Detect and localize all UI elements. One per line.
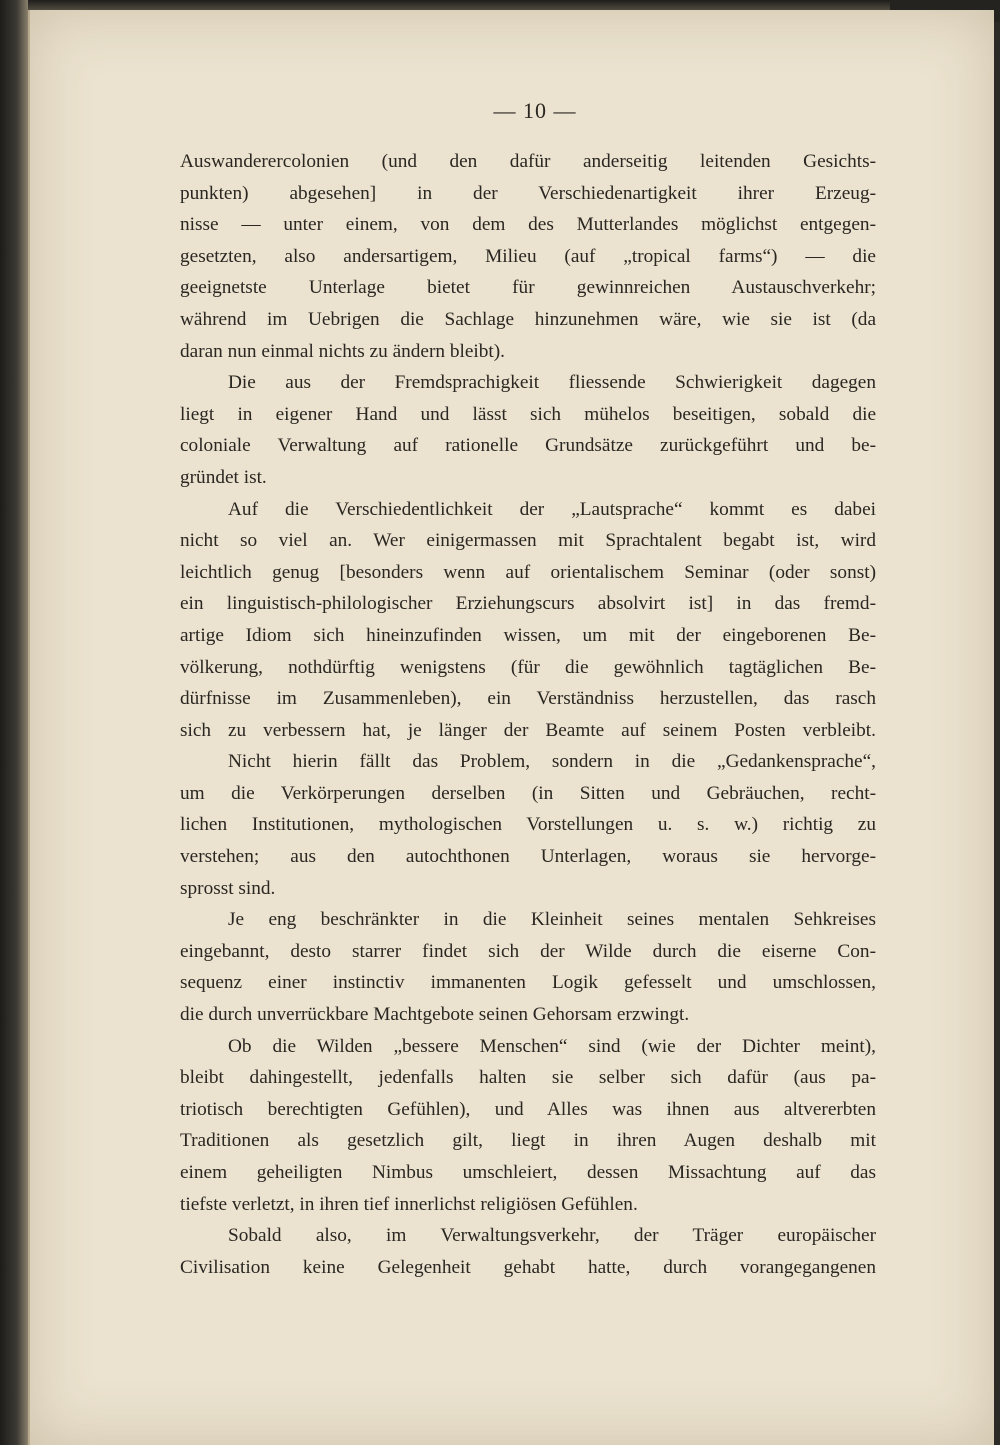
body-text <box>180 146 876 1283</box>
text-line: coloniale Verwaltung auf rationelle Grundsätze zurückgeführt und be- <box>180 435 876 457</box>
text-line: Civilisation keine Gelegenheit gehabt hatte, durch vorangegangenen <box>180 1256 876 1278</box>
page-number: — 10 — <box>493 98 577 123</box>
text-line: punkten) abgesehen] in der Verschiedenartigkeit ihrer Erzeug- <box>180 182 876 204</box>
text-line: während im Uebrigen die Sachlage hinzunehmen wäre, wie sie ist (da <box>180 308 876 330</box>
text-line: artige Idiom sich hineinzufinden wissen, um mit der eingeborenen Be- <box>180 624 876 646</box>
text-line: Traditionen als gesetzlich gilt, liegt in ihren Augen deshalb mit <box>180 1130 876 1152</box>
text-line: tiefste verletzt, in ihren tief innerlichst religiösen Gefühlen. <box>180 1193 638 1215</box>
text-line: bleibt dahingestellt, jedenfalls halten sie selber sich dafür (aus pa- <box>180 1067 876 1089</box>
text-line: dürfnisse im Zusammenleben), ein Verständniss herzustellen, das rasch <box>180 688 876 710</box>
text-line: liegt in eigener Hand und lässt sich mühelos beseitigen, sobald die <box>180 403 876 425</box>
text-line: eingebannt, desto starrer findet sich der Wilde durch die eiserne Con- <box>180 940 876 962</box>
text-line: leichtlich genug [besonders wenn auf orientalischem Seminar (oder sonst) <box>180 561 876 583</box>
text-line: gründet ist. <box>180 466 267 488</box>
text-line: ein linguistisch-philologischer Erziehungscurs absolvirt ist] in das fremd- <box>180 593 876 615</box>
text-line: sich zu verbessern hat, je länger der Beamte auf seinem Posten verbleibt. <box>180 719 876 741</box>
text-line: triotisch berechtigten Gefühlen), und Alles was ihnen aus altvererbten <box>180 1098 876 1120</box>
text-line: Die aus der Fremdsprachigkeit fliessende Schwierigkeit dagegen <box>228 372 876 394</box>
text-line: Auf die Verschiedentlichkeit der „Lautsprache“ kommt es dabei <box>228 498 876 520</box>
text-line: geeignetste Unterlage bietet für gewinnreichen Austauschverkehr; <box>180 277 876 299</box>
text-line: gesetzten, also andersartigem, Milieu (auf „tropical farms“) — die <box>180 245 876 267</box>
book-spine <box>0 0 28 1445</box>
text-line: Auswanderercolonien (und den dafür anderseitig leitenden Gesichts- <box>180 151 876 172</box>
text-line: nisse — unter einem, von dem des Mutterlandes möglichst entgegen- <box>180 214 876 236</box>
text-line: nicht so viel an. Wer einigermassen mit Sprachtalent begabt ist, wird <box>180 530 876 552</box>
text-line: um die Verkörperungen derselben (in Sitten und Gebräuchen, recht- <box>180 782 876 804</box>
text-line: die durch unverrückbare Machtgebote seinen Gehorsam erzwingt. <box>180 1004 690 1026</box>
text-line: sprosst sind. <box>180 877 276 899</box>
text-line: daran nun einmal nichts zu ändern bleibt). <box>180 340 505 362</box>
text-line: einem geheiligten Nimbus umschleiert, dessen Missachtung auf das <box>180 1162 876 1183</box>
text-line: Nicht hierin fällt das Problem, sondern in die „Gedankensprache“, <box>228 751 876 773</box>
text-line: sequenz einer instinctiv immanenten Logik gefesselt und umschlossen, <box>180 972 876 994</box>
text-line: verstehen; aus den autochthonen Unterlagen, woraus sie hervorge- <box>180 846 876 868</box>
text-line: Ob die Wilden „bessere Menschen“ sind (wie der Dichter meint), <box>228 1035 876 1057</box>
text-line: völkerung, nothdürftig wenigstens (für die gewöhnlich tagtäglichen Be- <box>180 656 876 678</box>
text-line: lichen Institutionen, mythologischen Vorstellungen u. s. w.) richtig zu <box>180 814 876 836</box>
text-line: Je eng beschränkter in die Kleinheit seines mentalen Sehkreises <box>228 909 876 931</box>
text-line: Sobald also, im Verwaltungsverkehr, der Träger europäischer <box>228 1225 876 1247</box>
